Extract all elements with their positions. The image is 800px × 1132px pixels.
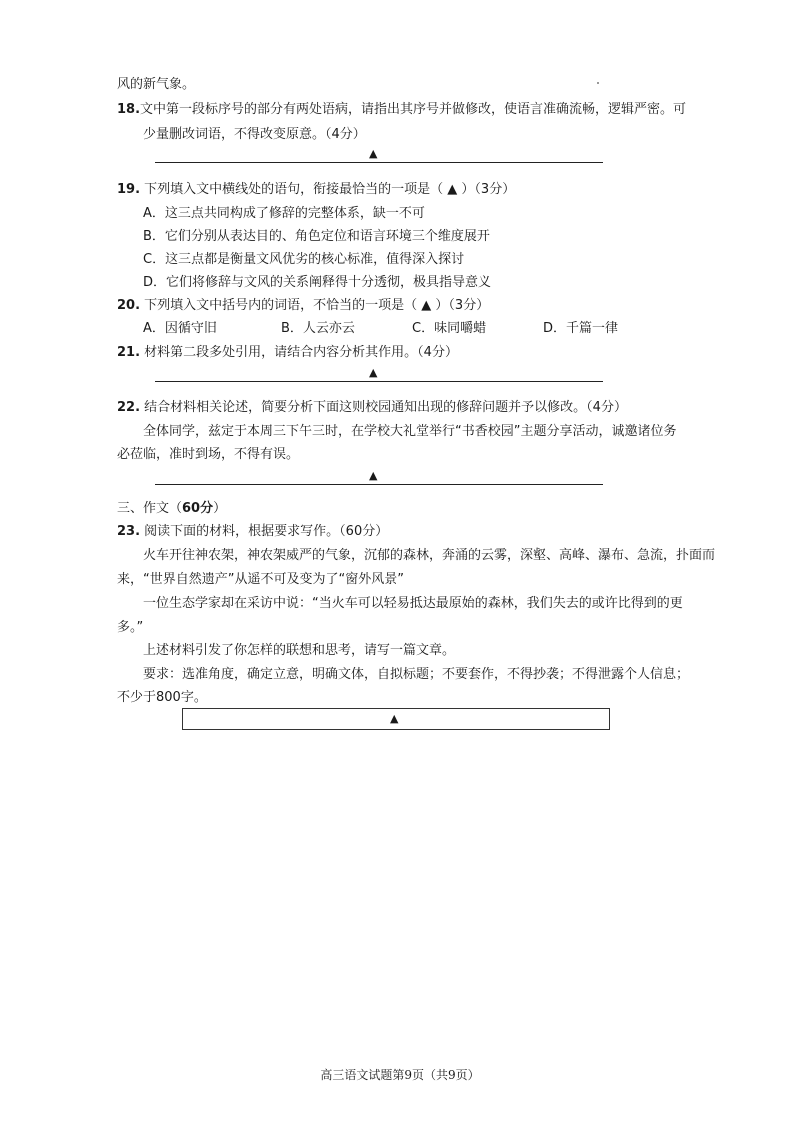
q19-stem-line bbox=[117, 181, 515, 199]
q23-number: 23. bbox=[117, 524, 141, 539]
q19-option-b: B．它们分别从表达目的、角色定位和语言环境三个维度展开 bbox=[143, 229, 490, 244]
q20-stem-line bbox=[117, 297, 489, 315]
section3-heading bbox=[117, 500, 226, 518]
page-footer: 高三语文试题第9页（共9页） bbox=[320, 1068, 480, 1082]
q20-option-d: D．千篇一律 bbox=[543, 321, 619, 336]
q22-answer-mark: ▲ bbox=[369, 469, 378, 482]
intro-text: 风的新气象。 bbox=[117, 77, 196, 92]
q23-stem: 阅读下面的材料，根据要求写作。（60分） bbox=[144, 524, 389, 539]
q18-answer-mark: ▲ bbox=[369, 147, 378, 160]
q18-stem: 文中第一段标序号的部分有两处语病，请指出其序号并做修改，使语言准确流畅，逻辑严密。可 bbox=[140, 102, 687, 117]
q19-option-d: D．它们将修辞与文风的关系阐释得十分透彻，极具指导意义 bbox=[143, 275, 492, 290]
q19-option-a: A．这三点共同构成了修辞的完整体系，缺一不可 bbox=[143, 206, 425, 221]
q20-option-c: C．味同嚼蜡 bbox=[412, 321, 487, 336]
q18-number: 18. bbox=[117, 102, 141, 117]
q22-stem-line bbox=[117, 399, 627, 417]
q21-answer-line[interactable] bbox=[155, 367, 603, 382]
q18-answer-line[interactable] bbox=[155, 148, 603, 163]
q19-option-c: C．这三点都是衡量文风优劣的核心标准，值得深入探讨 bbox=[143, 252, 465, 267]
q23-para1-line1: 火车开往神农架，神农架威严的气象，沉郁的森林，奔涌的云雾，深壑、高峰、瀑布、急流，扑面而 bbox=[143, 548, 716, 563]
q23-para2-line1: 一位生态学家却在采访中说：“当火车可以轻易抵达最原始的森林，我们失去的或许比得到的更 bbox=[143, 596, 683, 611]
section3-score: 60分 bbox=[182, 501, 214, 516]
q20-option-b: B．人云亦云 bbox=[281, 321, 355, 336]
q21-answer-mark: ▲ bbox=[369, 366, 378, 379]
q23-requirements-line2: 不少于800字。 bbox=[117, 690, 207, 705]
q20-option-a: A．因循守旧 bbox=[143, 321, 217, 336]
q20-stem: 下列填入文中括号内的词语，不恰当的一项是（ ▲ ）（3分） bbox=[144, 298, 490, 313]
q23-stem-line bbox=[117, 523, 388, 541]
q22-stem: 结合材料相关论述，简要分析下面这则校园通知出现的修辞问题并予以修改。（4分） bbox=[144, 400, 627, 415]
q18-line2: 少量删改词语，不得改变原意。（4分） bbox=[143, 127, 366, 142]
q21-stem-line bbox=[117, 344, 458, 362]
section3-label: 三、作文（ bbox=[117, 501, 183, 516]
scan-speck bbox=[597, 82, 599, 84]
q22-notice-line2: 必莅临，准时到场，不得有误。 bbox=[117, 447, 300, 462]
q18-line1 bbox=[117, 101, 686, 119]
q21-number: 21. bbox=[117, 345, 141, 360]
q21-stem: 材料第二段多处引用，请结合内容分析其作用。（4分） bbox=[144, 345, 458, 360]
q19-number: 19. bbox=[117, 182, 141, 197]
q22-notice-line1: 全体同学，兹定于本周三下午三时，在学校大礼堂举行“书香校园”主题分享活动，诚邀诸位务 bbox=[143, 424, 677, 439]
q22-answer-line[interactable] bbox=[155, 470, 603, 485]
q20-number: 20. bbox=[117, 298, 141, 313]
section3-close: ） bbox=[213, 501, 227, 516]
q23-para3: 上述材料引发了你怎样的联想和思考，请写一篇文章。 bbox=[143, 643, 456, 658]
q22-number: 22. bbox=[117, 400, 141, 415]
q23-requirements-line1: 要求：选准角度，确定立意，明确文体，自拟标题；不要套作，不得抄袭；不得泄露个人信息； bbox=[143, 667, 690, 682]
q23-para1-line2: 来，“世界自然遗产”从遥不可及变为了“窗外风景” bbox=[117, 572, 404, 587]
q23-answer-mark: ▲ bbox=[390, 712, 399, 725]
q19-stem: 下列填入文中横线处的语句，衔接最恰当的一项是（ ▲ ）（3分） bbox=[144, 182, 516, 197]
q23-para2-line2: 多。” bbox=[117, 620, 144, 635]
